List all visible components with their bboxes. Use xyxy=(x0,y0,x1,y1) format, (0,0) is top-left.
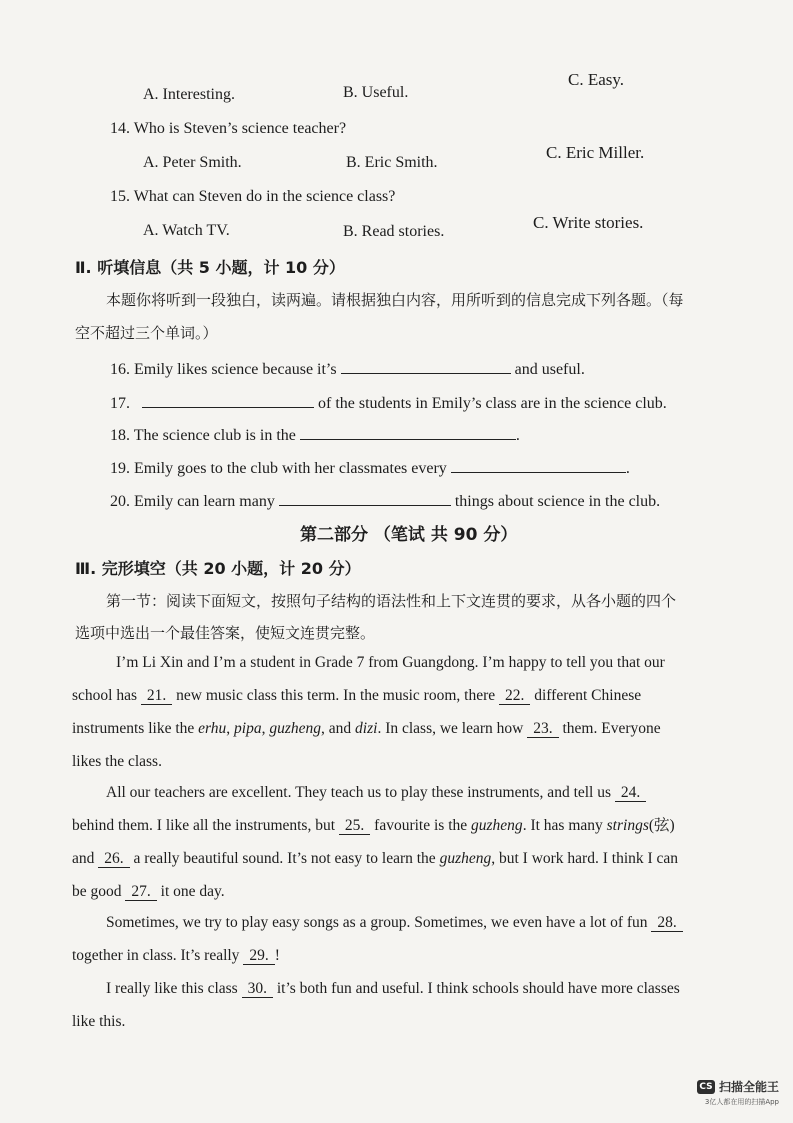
passage-line xyxy=(72,809,772,842)
q15-option-a: A. Watch TV. xyxy=(143,222,230,239)
q16 xyxy=(110,359,585,379)
blank-21[interactable]: 21. xyxy=(141,688,172,705)
passage-text: favourite is the xyxy=(374,817,468,834)
passage-paragraph-3 xyxy=(72,906,772,972)
section-2-heading: Ⅱ. 听填信息（共 5 小题，计 10 分） xyxy=(75,258,345,277)
passage-text: it one day. xyxy=(160,883,225,900)
watermark-subtitle: 3亿人都在用的扫描App xyxy=(704,1098,779,1106)
passage-text: together in class. It’s really xyxy=(72,947,240,964)
blank-30[interactable]: 30. xyxy=(242,981,273,998)
passage-line: I’m Li Xin and I’m a student in Grade 7 from Guangdong. I’m happy to tell you that our xyxy=(116,654,665,671)
q20-answer-blank[interactable] xyxy=(279,491,451,506)
blank-29[interactable]: 29. xyxy=(243,948,274,965)
passage-line xyxy=(72,712,772,745)
blank-27[interactable]: 27. xyxy=(125,884,156,901)
part-2-title: 第二部分 （笔试 共 90 分） xyxy=(300,525,518,545)
passage-text: behind them. I like all the instruments, but xyxy=(72,817,336,834)
passage-line xyxy=(72,906,772,939)
passage-italic-word: guzheng xyxy=(269,720,322,737)
section-2-instruction-2: 空不超过三个单词。） xyxy=(75,324,218,342)
blank-24[interactable]: 24. xyxy=(615,785,646,802)
passage-line xyxy=(72,842,772,875)
q18-text-b: . xyxy=(515,427,520,444)
q17-answer-blank[interactable] xyxy=(142,393,314,408)
q20-text-b: things about science in the club. xyxy=(454,493,661,510)
passage-text: a really beautiful sound. It’s not easy to learn the xyxy=(133,850,436,867)
q16-text-b: and useful. xyxy=(514,361,585,378)
camscanner-logo-icon: CS xyxy=(697,1080,715,1094)
passage-italic-word: dizi xyxy=(355,720,378,737)
passage-line xyxy=(72,679,772,712)
q18-answer-blank[interactable] xyxy=(300,425,516,440)
q19-text-a: 19. Emily goes to the club with her classmates every xyxy=(110,460,447,477)
q14-text: 14. Who is Steven’s science teacher? xyxy=(110,120,347,137)
passage-line xyxy=(72,776,772,809)
passage-text: school has xyxy=(72,687,138,704)
passage-text: be good xyxy=(72,883,122,900)
q19-answer-blank[interactable] xyxy=(451,458,626,473)
passage-text: different Chinese xyxy=(534,687,642,704)
blank-23[interactable]: 23. xyxy=(527,721,558,738)
q14-option-a: A. Peter Smith. xyxy=(143,154,242,171)
q17 xyxy=(110,393,667,413)
q13-option-b: B. Useful. xyxy=(343,84,409,101)
section-3-instruction-1: 第一节：阅读下面短文，按照句子结构的语法性和上下文连贯的要求，从各小题的四个 xyxy=(106,592,677,610)
q20 xyxy=(110,491,660,511)
blank-22[interactable]: 22. xyxy=(499,688,530,705)
passage-text: and xyxy=(72,850,95,867)
passage-text: . In class, we learn how xyxy=(377,720,524,737)
q20-text-a: 20. Emily can learn many xyxy=(110,493,275,510)
q15-text: 15. What can Steven do in the science class? xyxy=(110,188,396,205)
passage-line: like this. xyxy=(72,1013,126,1030)
q13-option-c: C. Easy. xyxy=(568,70,625,89)
passage-text: , xyxy=(261,720,266,737)
camscanner-watermark xyxy=(697,1078,779,1107)
passage-text: , xyxy=(226,720,231,737)
q17-text-a: 17. xyxy=(110,395,130,412)
passage-italic-word: guzheng xyxy=(471,817,523,834)
q16-answer-blank[interactable] xyxy=(341,359,511,374)
passage-italic-word: strings xyxy=(606,817,649,834)
passage-paragraph-2 xyxy=(72,776,772,908)
q14-option-c: C. Eric Miller. xyxy=(546,143,645,162)
q19 xyxy=(110,458,630,478)
q19-text-b: . xyxy=(625,460,630,477)
passage-line xyxy=(72,972,772,1005)
section-3-instruction-2: 选项中选出一个最佳答案，使短文连贯完整。 xyxy=(75,624,376,642)
section-3-heading: Ⅲ. 完形填空（共 20 小题，计 20 分） xyxy=(75,559,361,578)
blank-25[interactable]: 25. xyxy=(339,818,370,835)
passage-text: All our teachers are excellent. They teach us to play these instruments, and tell us xyxy=(106,784,612,801)
passage-text: ! xyxy=(274,947,280,964)
passage-line xyxy=(72,939,772,972)
blank-28[interactable]: 28. xyxy=(651,915,682,932)
q14-option-b: B. Eric Smith. xyxy=(346,154,438,171)
q15-option-c: C. Write stories. xyxy=(533,213,644,232)
section-2-instruction-1: 本题你将听到一段独白，读两遍。请根据独白内容，用所听到的信息完成下列各题。（每 xyxy=(106,291,684,309)
passage-text: it’s both fun and useful. I think schools should have more classes xyxy=(276,980,680,997)
passage-text: , but I work hard. I think I can xyxy=(491,850,679,867)
passage-text: Sometimes, we try to play easy songs as a group. Sometimes, we even have a lot of fun xyxy=(106,914,648,931)
passage-italic-word: pipa xyxy=(234,720,262,737)
watermark-name: 扫描全能王 xyxy=(718,1080,779,1094)
q15-option-b: B. Read stories. xyxy=(343,223,445,240)
q17-text-b: of the students in Emily’s class are in the science club. xyxy=(318,395,667,412)
passage-text: , and xyxy=(321,720,352,737)
passage-text: new music class this term. In the music room, there xyxy=(176,687,496,704)
q18 xyxy=(110,425,520,445)
passage-paragraph-4 xyxy=(72,972,772,1038)
passage-italic-word: guzheng xyxy=(439,850,492,867)
passage-line: likes the class. xyxy=(72,753,162,770)
passage-text: instruments like the xyxy=(72,720,195,737)
passage-text: . It has many xyxy=(522,817,603,834)
q16-text-a: 16. Emily likes science because it’s xyxy=(110,361,337,378)
blank-26[interactable]: 26. xyxy=(98,851,129,868)
passage-text: I really like this class xyxy=(106,980,238,997)
passage-text: (弦) xyxy=(648,817,675,834)
passage-line xyxy=(72,875,772,908)
passage-italic-word: erhu xyxy=(198,720,227,737)
q18-text-a: 18. The science club is in the xyxy=(110,427,296,444)
passage-text: them. Everyone xyxy=(562,720,661,737)
passage-paragraph-1 xyxy=(72,646,772,778)
q13-option-a: A. Interesting. xyxy=(143,86,235,103)
